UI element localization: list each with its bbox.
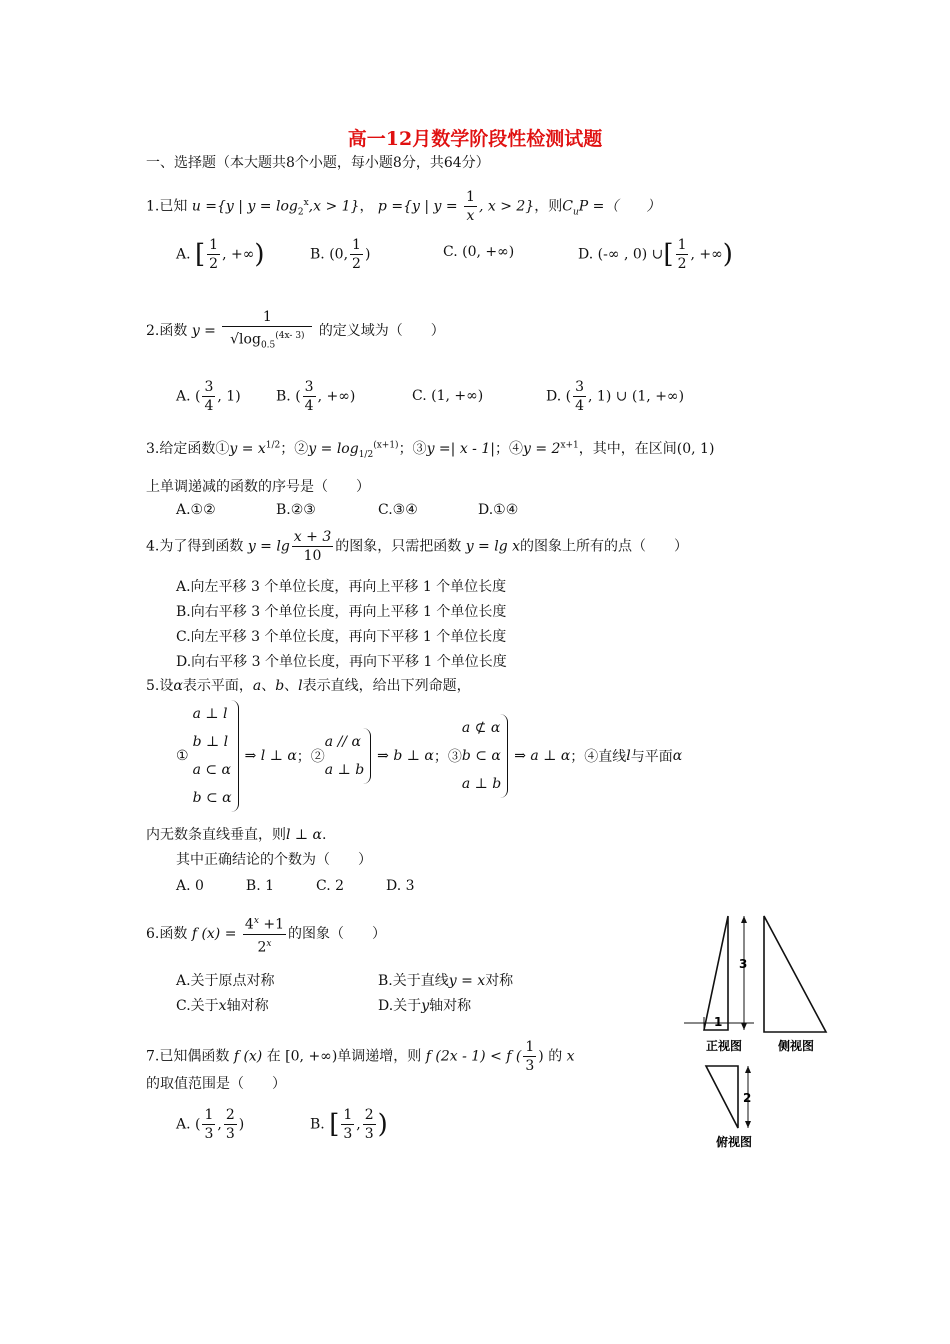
q2-prefix: 2.函数 [146,323,188,340]
page-title: 高一12月数学阶段性检测试题 [347,128,603,150]
q4-option-d: D.向右平移 3 个单位长度，再向下平移 1 个单位长度 [176,654,507,670]
q1-d-pre: (-∞ , 0) ∪ [597,246,664,263]
question-6 [146,912,386,956]
q3-option-a: A.①② [176,502,216,518]
dim2-arrow-top [745,1066,751,1073]
q2-b-label: B. [276,388,291,405]
q1-d-rest: , +∞ [690,246,723,263]
q5-c4-rest: 与平面 [630,749,673,765]
q7-x: x [566,1048,575,1065]
q3-f4-sup: x+1 [560,440,579,451]
q3-f1: y = x [229,441,266,457]
q4-f1: y = lg [247,538,290,555]
q1-u-set: u ={y | y = log [191,198,298,215]
q7-interval: [0, +∞) [285,1048,338,1065]
q6-option-b [378,970,513,990]
q1-c-text: (0, +∞) [462,244,515,260]
q2-b-frac: $\frac{3}{4}$ [304,379,314,414]
q6-option-a: A.关于原点对称 [176,973,275,989]
q1-complement: C [562,198,573,215]
q5-c2-label: ；② [296,749,325,765]
q5-c4-l: l [626,748,631,764]
q7-line2: 的取值范围是（ ） [146,1076,286,1092]
q2-d-label: D. [546,388,562,405]
q5-c2-stack: a // α a ⊥ b [325,728,371,784]
q5-mid1: 表示平面， [182,678,253,694]
q1-p-fraction: $\frac{1}{x}$ [466,189,475,224]
q1-a-label: A. [176,246,191,263]
q7-b-end: ) [377,1109,388,1140]
q1-option-c [443,244,514,260]
q1-a-rest: , +∞ [222,246,255,263]
q1-b-frac: $\frac{1}{2}$ [352,237,361,272]
front-view-label: 正视图 [706,1039,743,1053]
q5-c2-result: ⇒ b ⊥ α [377,748,434,764]
dim-arrow-bottom [741,1023,747,1030]
dim-label-1: 1 [714,1015,723,1029]
q7-a-frac2: $\frac{2}{3}$ [225,1107,235,1142]
q5-options: A. 0 B. 1 C. 2 D. 3 [176,878,415,894]
q2-a-label: A. [176,388,191,405]
q6-b-rest: 对称 [485,973,514,989]
q2-rest: 的定义域为（ ） [318,323,445,340]
q3-prefix: 3.给定函数① [146,441,230,457]
q3-f1-sup: 1/2 [265,440,281,451]
q1-u-sub: 2 [297,207,304,218]
q7-ineq-end: ) [538,1048,544,1065]
q5-sep1: 、 [261,678,276,694]
q1-a-frac: $\frac{1}{2}$ [209,237,219,272]
q1-d-bracket: [ [663,239,674,270]
dim-label-3: 3 [739,957,748,971]
q5-c3-stack: a ⊄ α b ⊂ α a ⊥ b [462,714,508,798]
q5-c3-label: ；③ [433,749,462,765]
q6-d-math: y [421,998,430,1014]
side-view-triangle [764,916,826,1032]
q3-option-b: B.②③ [276,502,316,518]
q7-mid2: 单调递增，则 [337,1048,422,1065]
q5-line2-end: . [322,827,327,843]
q4-fraction: $\frac{x + 3}{10}$ [293,529,332,564]
front-view-triangle [704,916,728,1030]
q2-c-text: (1, +∞) [431,388,484,404]
q7-b-pre: [ [329,1109,340,1140]
question-1: 1.已知 u ={y | $y = \log_2^x,x > 1$}， p ={y | y = $\frac{1}{x}$ , x > 2}，则$C_uP$ =（ ） [146,189,661,224]
q2-fraction: $\frac{1}{√\log_{0.5}^{(4x- 3)}}$ [222,308,312,354]
q5-line2-math: l ⊥ α [286,827,322,843]
top-view-triangle [706,1066,738,1128]
q5-line2-pre: 内无数条直线垂直，则 [146,827,286,843]
q2-a-frac: $\frac{3}{4}$ [204,379,214,414]
q6-f: f (x) = [191,926,237,943]
q1-u-rest: ,x > 1} [308,198,360,215]
q6-c-rest: 轴对称 [226,998,269,1014]
q5-a: a [252,678,262,694]
q1-prefix: 1.已知 [146,198,188,215]
q3-f4: y = 2 [522,441,561,457]
q4-mid: 的图象，只需把函数 [335,538,462,555]
q1-a-bracket-close: ) [254,239,265,270]
q6-option-c [176,995,269,1015]
q6-b-pre: B.关于直线 [378,973,449,989]
q6-d-rest: 轴对称 [429,998,472,1014]
q5-mid2: 表示直线，给出下列命题， [302,678,471,694]
q7-a-frac1: $\frac{1}{3}$ [204,1107,214,1142]
q3-option-d: D.①④ [478,502,519,518]
q3-line2: 上单调递减的函数的序号是（ ） [146,479,370,495]
top-view-label: 俯视图 [716,1135,753,1149]
q5-conditions [176,700,682,812]
q6-b-math: y = x [448,973,486,989]
q2-option-b [276,378,355,415]
q5-sep2: 、 [284,678,299,694]
q1-option-d [578,236,733,273]
dim-arrow-top [741,916,747,923]
q5-c1-result: ⇒ l ⊥ α [244,748,297,764]
q5-c4-label: ；④直线 [570,749,627,765]
q2-y: y = [191,323,216,340]
q5-c3-result: ⇒ a ⊥ α [514,748,571,764]
q2-option-a [176,378,241,415]
section-heading: 一、选择题（本大题共8个小题，每小题8分，共64分） [146,155,490,171]
q4-option-c: C.向左平移 3 个单位长度，再向下平移 1 个单位长度 [176,629,507,645]
q5-alpha: α [173,678,183,694]
q5-c1-stack: a ⊥ l b ⊥ l a ⊂ α b ⊂ α [193,700,239,812]
side-view-label: 侧视图 [778,1039,815,1053]
q7-option-a: A. ( $\frac{1}{3}$ , $\frac{2}{3}$ ) [176,1107,245,1142]
q1-a-bracket: [ [195,239,206,270]
q7-mid: 在 [266,1048,281,1065]
q6-d-pre: D.关于 [378,998,422,1014]
q5-line2 [146,824,326,844]
q4-prefix: 4.为了得到函数 [146,538,244,555]
q3-sep4: ；④ [494,441,523,457]
dim-label-2: 2 [743,1091,752,1105]
q7-ineq: f (2x - 1) < f ( [425,1048,522,1065]
q1-complement-rest: P =（ ） [578,198,661,215]
q1-p-set: p ={y | y = [377,198,458,215]
q3-f2-sup: (x+1) [373,440,399,451]
q3-sep3: ；③ [398,441,427,457]
q1-then: ，则 [534,198,563,215]
q6-c-math: x [218,998,227,1014]
question-7 [146,1038,575,1075]
q3-rest: ，其中，在区间 [578,441,677,457]
q7-f: f (x) [233,1048,263,1065]
q2-a-pre: ( [195,388,201,405]
q5-ask: 其中正确结论的个数为（ ） [176,852,372,868]
question-2 [146,308,445,354]
q3-interval: (0, 1) [676,441,715,457]
q2-b-pre: ( [295,388,301,405]
q2-c-label: C. [412,388,427,404]
q7-a-end: ) [238,1116,245,1133]
q5-c1-label: ① [176,748,189,764]
q4-option-a: A.向左平移 3 个单位长度，再向上平移 1 个单位长度 [176,579,507,595]
question-5 [146,675,471,695]
q3-f2-sub: 1/2 [358,449,374,460]
q2-option-d [546,378,684,415]
dim2-arrow-bottom [745,1121,751,1128]
q7-rest: 的 [548,1048,563,1065]
q1-d-bracket-close: ) [722,239,733,270]
q7-b-label: B. [310,1116,325,1133]
q7-a-label: A. [176,1116,191,1133]
q3-sep2: ；② [280,441,309,457]
q3-f2: y = log [308,441,359,457]
q7-a-pre: ( [195,1116,201,1133]
question-3 [146,438,714,460]
q1-b-rest: ) [364,246,371,263]
q6-fraction: $\frac{4^x +1}{2^x}$ [243,912,286,956]
q2-d-rest: , 1) ∪ (1, +∞) [588,388,685,405]
q4-f2: y = lg x [465,538,521,555]
q1-c-label: C. [443,244,458,260]
q2-d-frac: $\frac{3}{4}$ [575,379,585,414]
q1-complement-sub: u [572,207,579,218]
q1-u-sup: x [303,197,309,208]
q7-b-frac1: $\frac{1}{3}$ [343,1107,353,1142]
q5-l: l [298,678,303,694]
q3-f3: y =| x - 1| [426,441,495,457]
q7-b-frac2: $\frac{2}{3}$ [364,1107,374,1142]
q2-d-pre: ( [565,388,572,405]
q4-option-b: B.向右平移 3 个单位长度，再向上平移 1 个单位长度 [176,604,507,620]
q1-d-label: D. [578,246,594,263]
q7-option-b: B. [ $\frac{1}{3}$ , $\frac{2}{3}$ ) [310,1107,388,1142]
q1-d-frac: $\frac{1}{2}$ [677,237,687,272]
q6-option-d [378,995,471,1015]
q7-fraction: $\frac{1}{3}$ [525,1039,535,1074]
q2-b-rest: , +∞) [317,388,356,405]
q1-b-label: B. [310,246,325,263]
q5-prefix: 5.设 [146,678,174,694]
q1-p-rest: , x > 2} [478,198,535,215]
three-view-figure [678,910,838,1160]
q5-c4-alpha: α [672,748,683,764]
q3-option-c: C.③④ [378,502,418,518]
q1-option-a [176,236,265,273]
q6-rest: 的图象（ ） [288,926,386,943]
q1-b-pre: (0, [329,246,349,263]
q1-option-b [310,236,370,273]
q2-option-c [412,388,483,404]
q4-rest: 的图象上所有的点（ ） [520,538,689,555]
question-4 [146,528,688,565]
q5-b: b [275,678,285,694]
q6-c-pre: C.关于 [176,998,219,1014]
q7-prefix: 7.已知偶函数 [146,1048,230,1065]
q6-prefix: 6.函数 [146,926,188,943]
q2-a-rest: , 1) [217,388,241,405]
